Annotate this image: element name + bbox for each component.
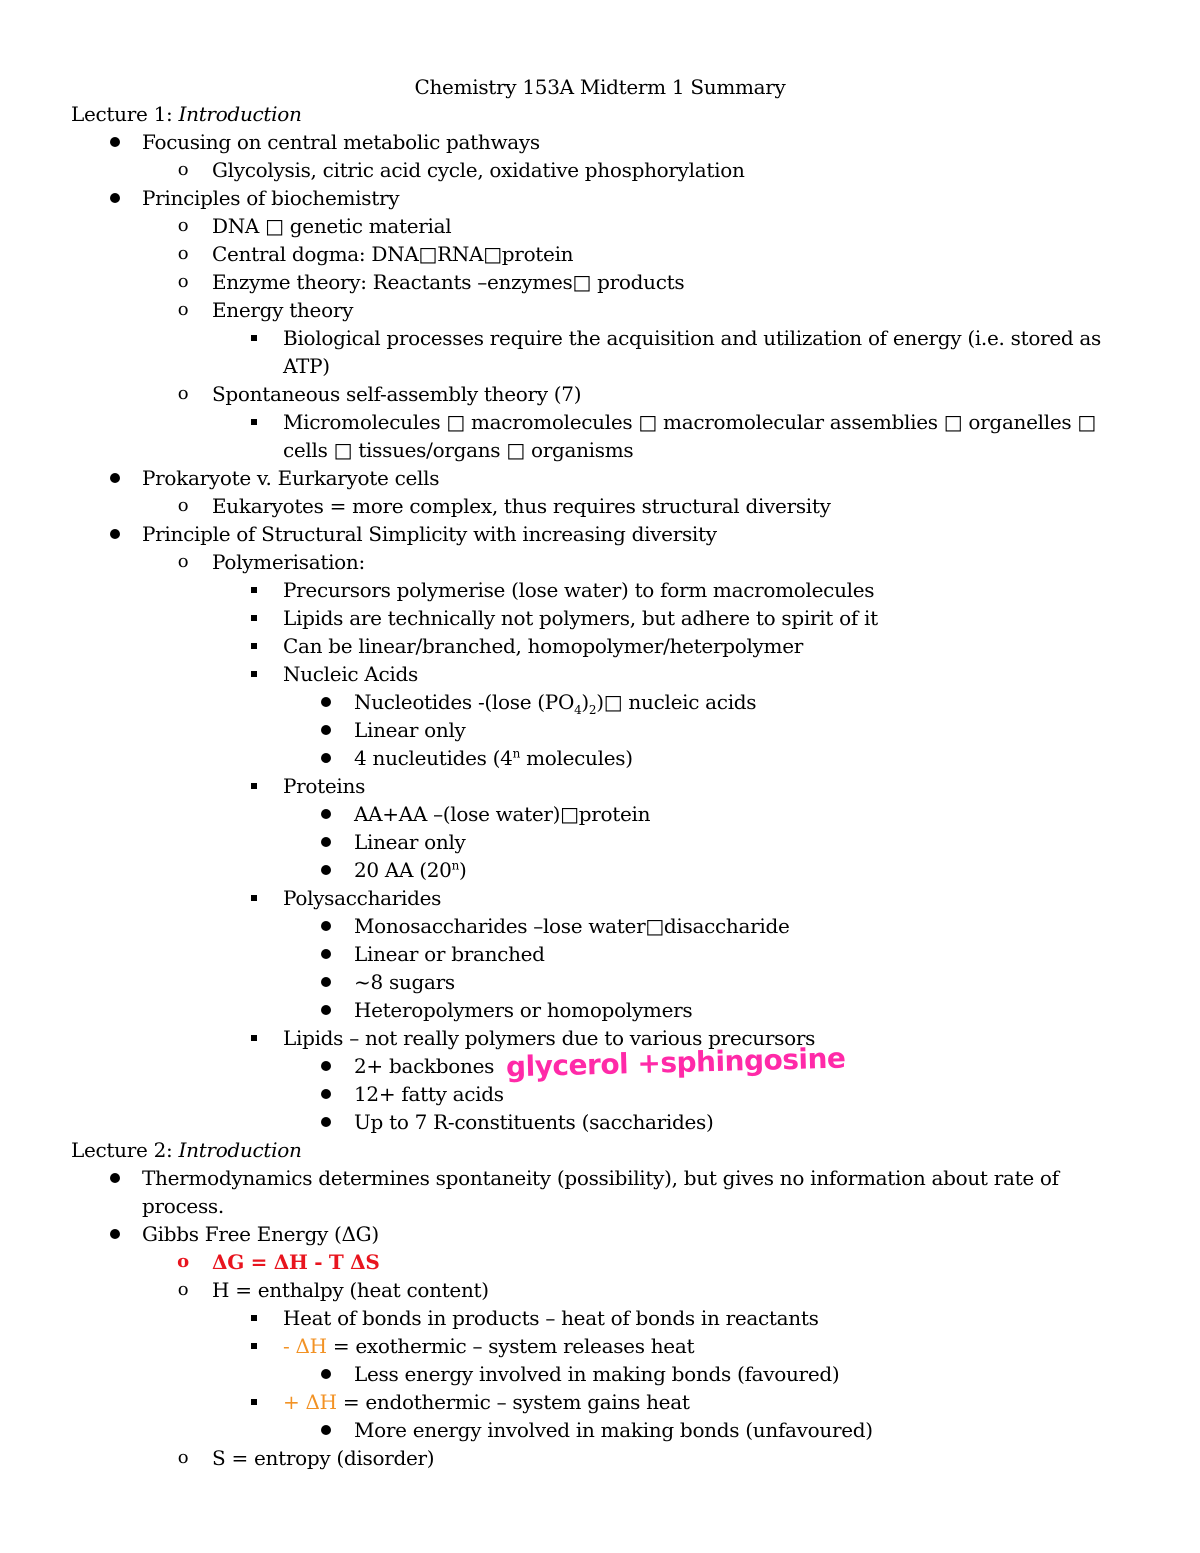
bullet-icon <box>321 1061 331 1071</box>
bullet-icon <box>321 1117 331 1127</box>
bullet-icon <box>321 977 331 987</box>
square-bullet-icon <box>251 671 257 677</box>
handwritten-annotation: glycerol +sphingosine <box>505 1041 846 1084</box>
bullet-icon <box>321 1425 331 1435</box>
square-bullet-icon <box>251 1315 257 1321</box>
bullet-icon <box>110 1229 120 1239</box>
bullet-icon <box>321 1089 331 1099</box>
document-page: Chemistry 153A Midterm 1 Summary Lecture 1: Introduction Focusing on central metabolic pathways o Glycolysis, citric acid cycle, oxidative phosphorylation Principles of biochemistry o DNA □ genetic material o Central dogma: DNA□RNA□protein o Enzyme theory: Reactants –enzymes□ products o Energy theory Biological processes require the acquisition and utilization of energy (i.e. stored as ATP) o Spontaneous self-assembly theory (7) Micromolecules □ macromolecules □ macromolecular assemblies □ organelles □ cells □ tissues/organs □ organisms Prokaryote v. Eurkaryote cells o Eukaryotes = more complex, thus requires structural diversity Principle of Structural Simplicity with increasing diversity o Polymerisation: Precursors polymerise (lose water) to form macromolecules Lipids are technically not polymers, but adhere to spirit of it Can be linear/branched, homopolymer/heterpolymer Nucleic Acids Nucleotides -(lose $(PO_4)_2)□$ nucleic acids Linear only 4 nucleutides (4$^n$ molecules) Proteins AA+AA –(lose water)□protein Linear only 20 AA (20$^n$) Polysaccharides Monosaccharides –lose water□disaccharide Linear or branched ~8 sugars Heteropolymers or homopolymers Lipids – not really polymers due to various precursors 2+ backbones glycerol +sphingosine 12+ fatty acids Up to 7 R-constituents (saccharides) Lecture 2: Introduction Thermodynamics determines spontaneity (possibility), but gives no information about rate of process. Gibbs Free Energy (ΔG) o ΔG = ΔH - T ΔS o H = enthalpy (heat content) Heat of bonds in products – heat of bonds in reactants - ΔH = exothermic – system releases heat Less energy involved in making bonds (favoured) + ΔH = endothermic – system gains heat More energy involved in making bonds (unfavoured) o S = entropy (disorder) <box>0 0 1200 1553</box>
square-bullet-icon <box>251 335 257 341</box>
circle-bullet-icon: o <box>177 271 189 292</box>
bullet-icon <box>321 949 331 959</box>
circle-bullet-icon: o <box>177 551 189 572</box>
circle-bullet-icon: o <box>177 243 189 264</box>
document-title: Chemistry 153A Midterm 1 Summary <box>414 75 786 99</box>
bullet-icon <box>110 193 120 203</box>
bullet-icon <box>321 1369 331 1379</box>
circle-bullet-icon: o <box>177 1447 189 1468</box>
square-bullet-icon <box>251 895 257 901</box>
circle-bullet-icon: o <box>177 1279 189 1300</box>
square-bullet-icon <box>251 419 257 425</box>
bullet-icon <box>110 473 120 483</box>
bullet-icon <box>110 1173 120 1183</box>
square-bullet-icon <box>251 1035 257 1041</box>
bullet-icon <box>321 865 331 875</box>
bullet-icon <box>321 753 331 763</box>
circle-bullet-icon: o <box>177 215 189 236</box>
circle-bullet-icon: o <box>177 299 189 320</box>
circle-bullet-icon: o <box>177 383 189 404</box>
bullet-icon <box>321 921 331 931</box>
bullet-icon <box>321 697 331 707</box>
circle-bullet-icon: o <box>177 1251 189 1272</box>
square-bullet-icon <box>251 643 257 649</box>
lecture-2-heading: Lecture 2: Introduction <box>71 1138 302 1162</box>
circle-bullet-icon: o <box>177 159 189 180</box>
square-bullet-icon <box>251 1399 257 1405</box>
square-bullet-icon <box>251 783 257 789</box>
bullet-icon <box>321 1005 331 1015</box>
bullet-icon <box>110 529 120 539</box>
square-bullet-icon <box>251 1343 257 1349</box>
square-bullet-icon <box>251 615 257 621</box>
bullet-icon <box>110 137 120 147</box>
circle-bullet-icon: o <box>177 495 189 516</box>
bullet-icon <box>321 837 331 847</box>
bullet-icon <box>321 809 331 819</box>
bullet-icon <box>321 725 331 735</box>
lecture-1-heading: Lecture 1: Introduction <box>71 102 302 126</box>
square-bullet-icon <box>251 587 257 593</box>
